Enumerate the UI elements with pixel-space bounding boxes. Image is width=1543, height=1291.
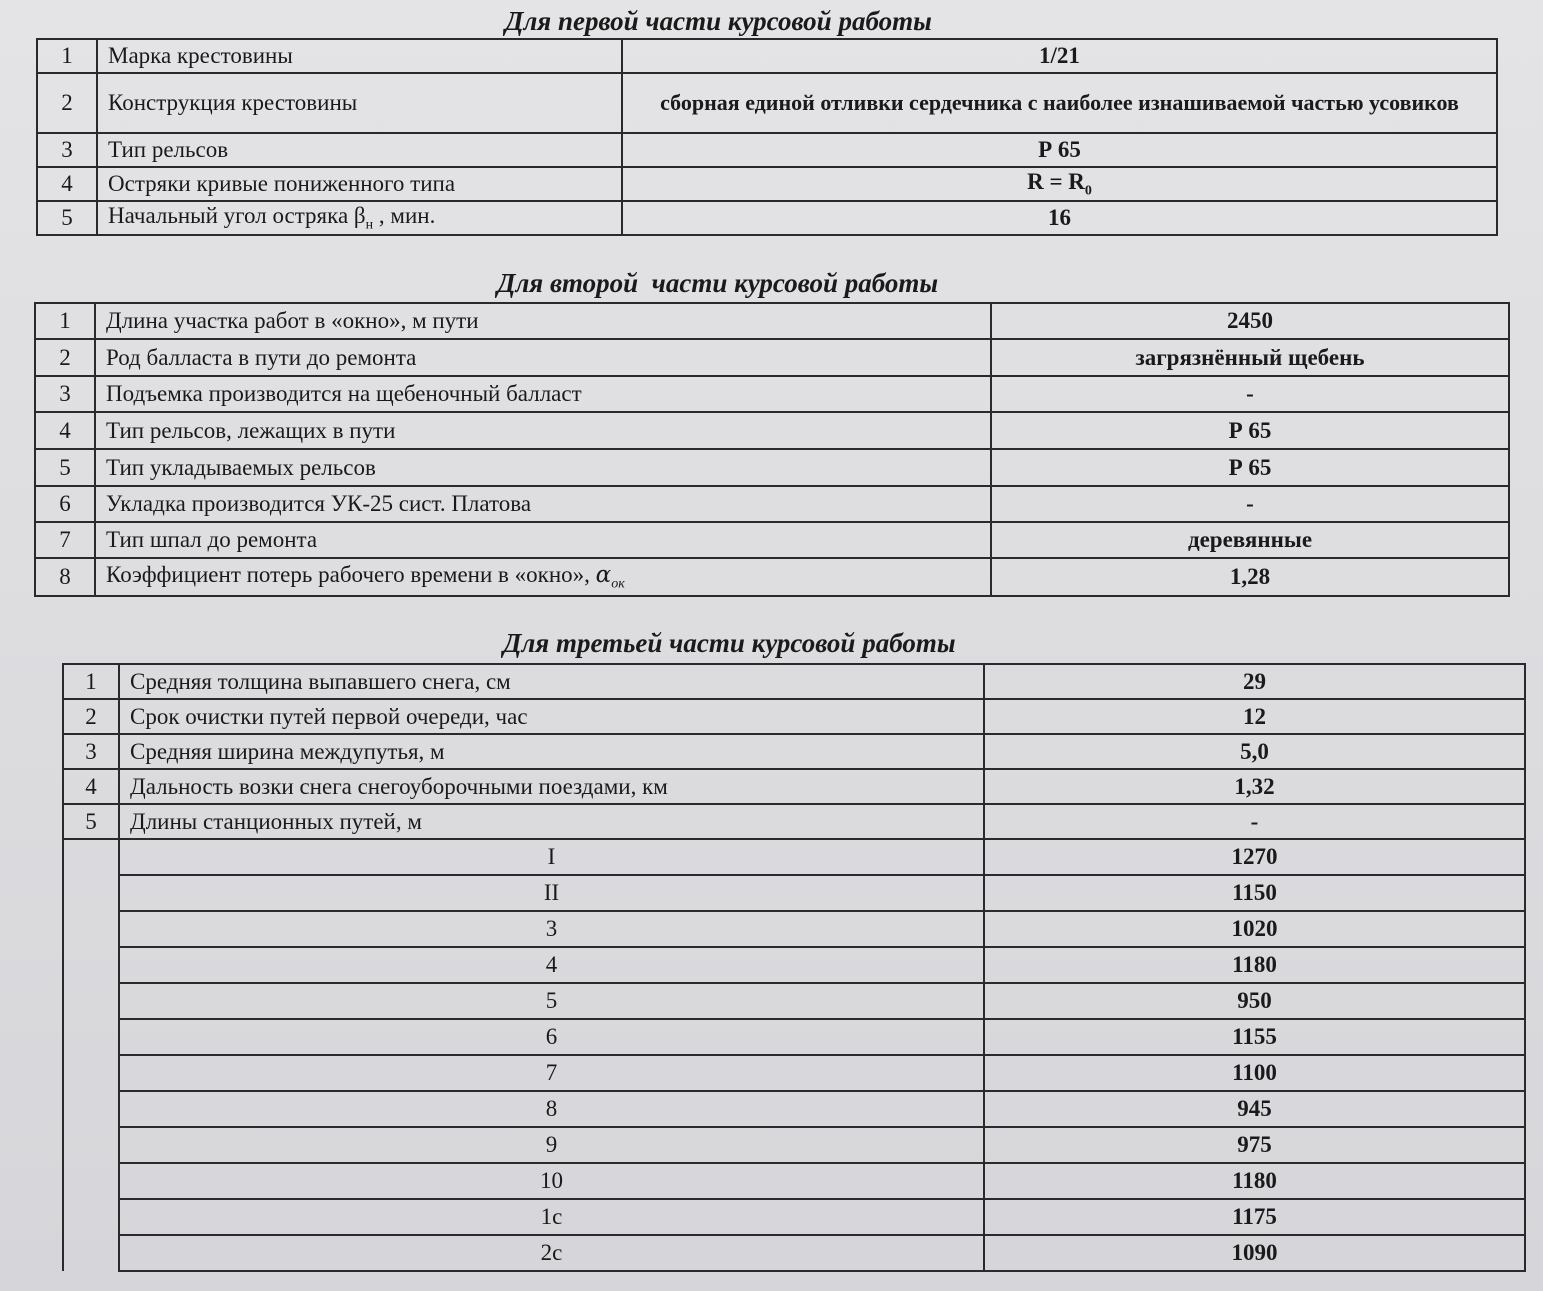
row-label: Тип шпал до ремонта [95,522,991,558]
row-label: Подъемка производится на щебеночный балласт [95,376,991,412]
track-row [63,1127,1525,1163]
table-row [35,558,1509,596]
table-row [35,522,1509,558]
row-value: - [991,486,1509,522]
row-value: деревянные [991,522,1509,558]
track-row [63,839,1525,875]
track-row [63,1163,1525,1199]
table-row [35,449,1509,486]
track-label: 10 [119,1163,984,1199]
row-number: 4 [37,167,97,201]
track-length: 1175 [984,1199,1525,1235]
table-row [35,486,1509,522]
table-row [63,769,1525,804]
row-number: 2 [35,339,95,376]
row-number: 1 [63,664,119,699]
row-value: - [991,376,1509,412]
track-row [63,1019,1525,1055]
row-label [95,558,991,596]
row-label [97,201,622,235]
row-value: 29 [984,664,1525,699]
table-row [37,133,1497,167]
label-tail: , мин. [373,202,436,228]
row-value: Р 65 [991,412,1509,449]
table-row [35,412,1509,449]
part3-title: Для третьей части курсовой работы [503,628,956,658]
track-label: I [119,839,984,875]
row-number: 2 [63,699,119,734]
row-value: сборная единой отливки сердечника с наиболее изнашиваемой частью усовиков [622,73,1497,133]
row-label: Род балласта в пути до ремонта [95,339,991,376]
track-row [63,1055,1525,1091]
row-value: 5,0 [984,734,1525,769]
track-length: 1020 [984,911,1525,947]
row-label: Длина участка работ в «окно», м пути [95,303,991,339]
alpha-symbol: α [595,561,612,588]
track-label: 7 [119,1055,984,1091]
track-length: 1155 [984,1019,1525,1055]
label-subscript: ок [611,576,625,592]
track-label: II [119,875,984,911]
row-label: Дальность возки снега снегоуборочными поездами, км [119,769,984,804]
row-number: 5 [63,804,119,839]
row-value: загрязнённый щебень [991,339,1509,376]
row-label: Тип укладываемых рельсов [95,449,991,486]
track-row [63,1091,1525,1127]
label-subscript: н [365,217,374,233]
row-number: 3 [63,734,119,769]
formula-main: R = R [1027,168,1085,194]
row-label: Тип рельсов, лежащих в пути [95,412,991,449]
track-label: 5 [119,983,984,1019]
row-label: Марка крестовины [97,39,622,73]
track-row [63,875,1525,911]
table-row [37,73,1497,133]
row-label: Тип рельсов [97,133,622,167]
row-value: 12 [984,699,1525,734]
table-row [37,201,1497,235]
row-value: Р 65 [622,133,1497,167]
track-length: 945 [984,1091,1525,1127]
part1-table [36,38,1498,236]
part2-title: Для второй части курсовой работы [497,268,939,298]
row-number: 8 [35,558,95,596]
row-value: - [984,804,1525,839]
track-label: 6 [119,1019,984,1055]
track-label: 3 [119,911,984,947]
row-value: 1,32 [984,769,1525,804]
formula-subscript: 0 [1084,183,1092,199]
row-label: Срок очистки путей первой очереди, час [119,699,984,734]
track-label: 2с [119,1235,984,1271]
table-row [35,376,1509,412]
label-main: Коэффициент потерь рабочего времени в «окно», [106,561,596,587]
label-main: Начальный угол остряка β [108,202,366,228]
table-row [63,804,1525,839]
track-label: 8 [119,1091,984,1127]
track-row [63,1199,1525,1235]
part3-table [62,663,1526,1272]
row-value: 1,28 [991,558,1509,596]
row-label: Остряки кривые пониженного типа [97,167,622,201]
table-row [63,664,1525,699]
row-value [622,167,1497,201]
row-label: Длины станционных путей, м [119,804,984,839]
track-label: 4 [119,947,984,983]
track-length: 1090 [984,1235,1525,1271]
row-number: 5 [37,201,97,235]
row-number: 1 [37,39,97,73]
row-number: 5 [35,449,95,486]
row-number: 2 [37,73,97,133]
table-row [63,699,1525,734]
row-label: Средняя ширина междупутья, м [119,734,984,769]
table-row [37,39,1497,73]
track-length: 1100 [984,1055,1525,1091]
row-number: 1 [35,303,95,339]
track-length: 1180 [984,947,1525,983]
part1-title: Для первой части курсовой работы [505,6,932,36]
track-row [63,983,1525,1019]
row-number: 4 [63,769,119,804]
table-row [35,339,1509,376]
track-label: 9 [119,1127,984,1163]
part2-table [34,302,1510,597]
track-length: 975 [984,1127,1525,1163]
row-value: 16 [622,201,1497,235]
row-value: 2450 [991,303,1509,339]
row-value: 1/21 [622,39,1497,73]
table-row [37,167,1497,201]
track-label: 1с [119,1199,984,1235]
table-row [63,734,1525,769]
table-row [35,303,1509,339]
row-number: 3 [35,376,95,412]
track-row [63,947,1525,983]
track-length: 950 [984,983,1525,1019]
row-number: 7 [35,522,95,558]
track-row [63,1235,1525,1271]
track-length: 1180 [984,1163,1525,1199]
row-number: 3 [37,133,97,167]
row-number: 6 [35,486,95,522]
row-number: 4 [35,412,95,449]
row-value: Р 65 [991,449,1509,486]
track-row [63,911,1525,947]
track-length: 1150 [984,875,1525,911]
row-label: Конструкция крестовины [97,73,622,133]
track-length: 1270 [984,839,1525,875]
row-label: Средняя толщина выпавшего снега, см [119,664,984,699]
row-label: Укладка производится УК-25 сист. Платова [95,486,991,522]
